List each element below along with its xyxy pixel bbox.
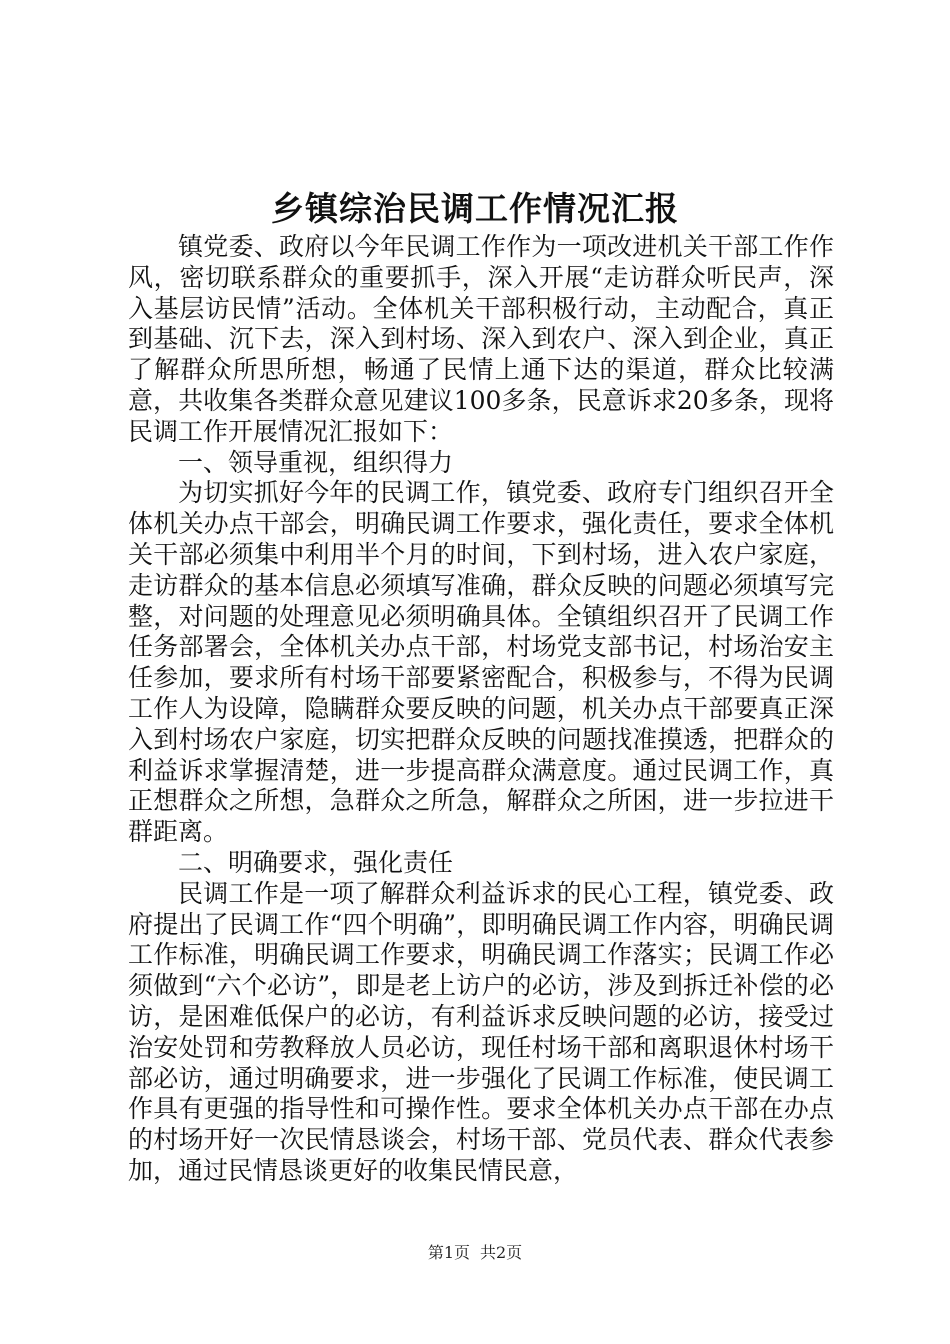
paragraph-section-1: 为切实抓好今年的民调工作，镇党委、政府专门组织召开全体机关办点干部会，明确民调工作要求，强化责任，要求全体机关干部必须集中利用半个月的时间，下到村场，进入农户家庭，走访群众的基本信息必须填写准确，群众反映的问题必须填写完整，对问题的处理意见必须明确具体。全镇组织召开了民调工作任务部署会，全体机关办点干部，村场党支部书记，村场治安主任参加，要求所有村场干部要紧密配合，积极参与，不得为民调工作人为设障，隐瞒群众要反映的问题，机关办点干部要真正深入到村场农户家庭，切实把群众反映的问题找准摸透，把群众的利益诉求掌握清楚，进一步提高群众满意度。通过民调工作，真正想群众之所想，急群众之所急，解群众之所困，进一步拉进干群距离。 xyxy=(128,478,834,847)
page-number-current: 第1页 xyxy=(427,1243,470,1262)
paragraph-section-2: 民调工作是一项了解群众利益诉求的民心工程，镇党委、政府提出了民调工作“四个明确”，即明确民调工作内容，明确民调工作标准，明确民调工作要求，明确民调工作落实；民调工作必须做到“六个必访”，即是老上访户的必访，涉及到拆迁补偿的必访，是困难低保户的必访，有利益诉求反映问题的必访，接受过治安处罚和劳教释放人员必访，现任村场干部和离职退休村场干部必访，通过明确要求，进一步强化了民调工作标准，使民调工作具有更强的指导性和可操作性。要求全体机关办点干部在办点的村场开好一次民情恳谈会，村场干部、党员代表、群众代表参加，通过民情恳谈更好的收集民情民意， xyxy=(128,878,834,1185)
page-footer xyxy=(0,1242,950,1264)
page-number-total: 共2页 xyxy=(480,1243,523,1262)
section-heading-2: 二、明确要求，强化责任 xyxy=(178,847,454,877)
paragraph-intro: 镇党委、政府以今年民调工作作为一项改进机关干部工作作风，密切联系群众的重要抓手，深入开展“走访群众听民声，深入基层访民情”活动。全体机关干部积极行动，主动配合，真正到基础、沉下去，深入到村场、深入到农户、深入到企业，真正了解群众所思所想，畅通了民情上通下达的渠道，群众比较满意，共收集各类群众意见建议100多条，民意诉求20多条，现将民调工作开展情况汇报如下： xyxy=(128,232,834,446)
document-body xyxy=(128,232,834,1187)
document-title: 乡镇综治民调工作情况汇报 xyxy=(271,189,679,228)
section-heading-1: 一、领导重视，组织得力 xyxy=(178,447,454,477)
